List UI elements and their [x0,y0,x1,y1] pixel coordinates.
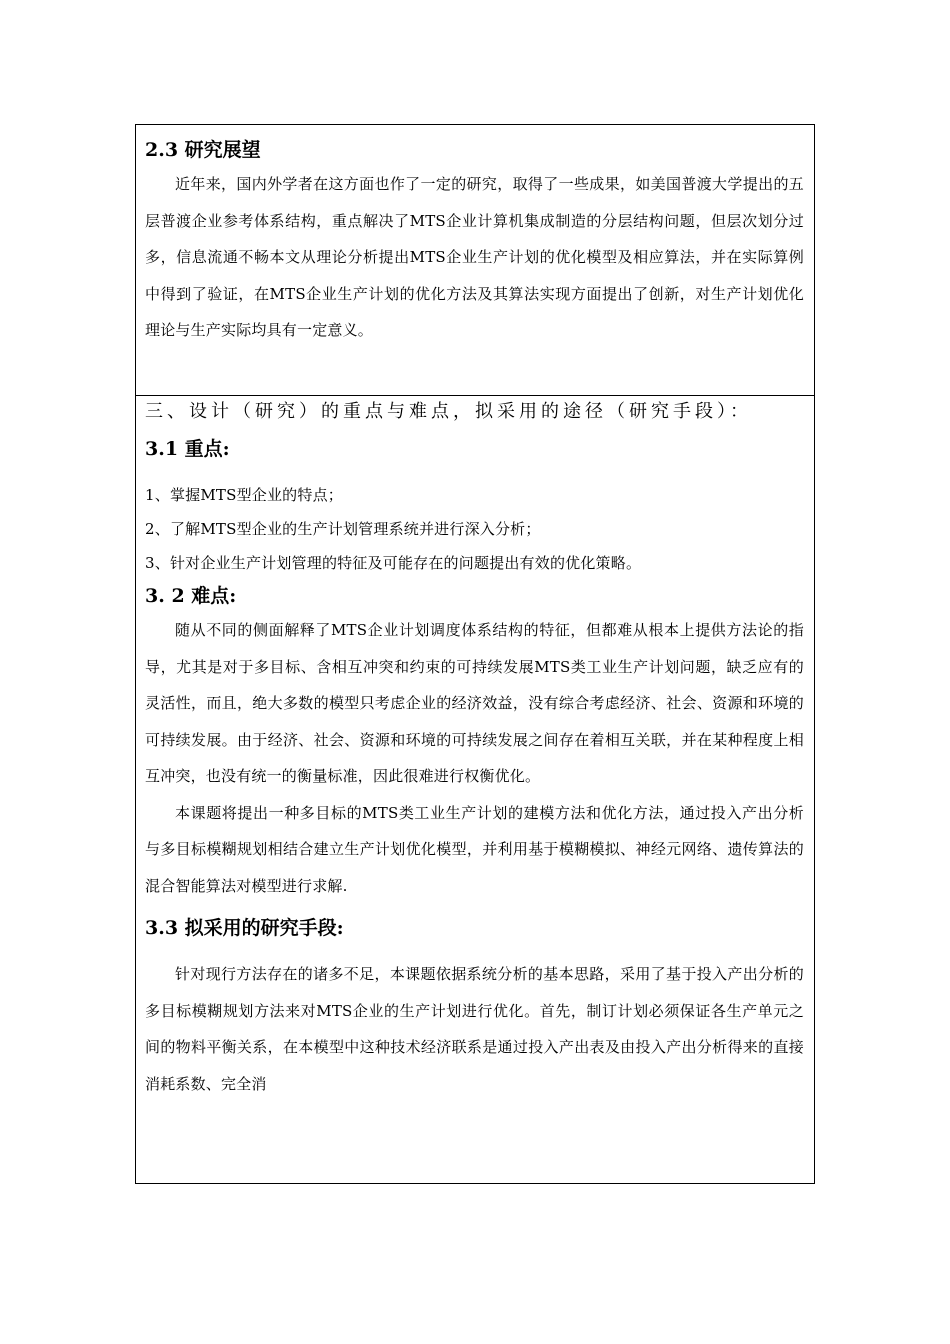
heading-3-2: 3. 2 难点: [145,585,237,607]
key-points-list [145,478,804,580]
paragraph-3-2-a: 随从不同的侧面解释了MTS企业计划调度体系结构的特征，但都难从根本上提供方法论的指导，尤其是对于多目标、含相互冲突和约束的可持续发展MTS类工业生产计划问题，缺乏应有的灵活性，而且，绝大多数的模型只考虑企业的经济效益，没有综合考虑经济、社会、资源和环境的可持续发展。由于经济、社会、资源和环境的可持续发展之间存在着相互关联，并在某种程度上相互冲突，也没有统一的衡量标准，因此很难进行权衡优化。 [145,621,804,785]
paragraph-2-3: 近年来，国内外学者在这方面也作了一定的研究，取得了一些成果，如美国普渡大学提出的五层普渡企业参考体系结构，重点解决了MTS企业计算机集成制造的分层结构问题，但层次划分过多，信息流通不畅本文从理论分析提出MTS企业生产计划的优化模型及相应算法，并在实际算例中得到了验证，在MTS企业生产计划的优化方法及其算法实现方面提出了创新，对生产计划优化理论与生产实际均具有一定意义。 [145,175,804,339]
heading-2-3: 2.3 研究展望 [145,139,261,161]
list-item: 3、针对企业生产计划管理的特征及可能存在的问题提出有效的优化策略。 [145,554,642,572]
heading-3-3: 3.3 拟采用的研究手段: [145,917,344,939]
list-item: 1、掌握MTS型企业的特点； [145,486,343,504]
heading-3-1: 3.1 重点: [145,438,230,460]
section-2-3-box [135,124,815,396]
section-3-box [135,395,815,1184]
list-item: 2、了解MTS型企业的生产计划管理系统并进行深入分析； [145,520,541,538]
paragraph-3-2-b: 本课题将提出一种多目标的MTS类工业生产计划的建模方法和优化方法，通过投入产出分析与多目标模糊规划相结合建立生产计划优化模型，并利用基于模糊模拟、神经元网络、遗传算法的混合智能算法对模型进行求解. [145,803,804,895]
paragraph-3-3: 针对现行方法存在的诸多不足，本课题依据系统分析的基本思路，采用了基于投入产出分析的多目标模糊规划方法来对MTS企业的生产计划进行优化。首先，制订计划必须保证各生产单元之间的物料平衡关系，在本模型中这种技术经济联系是通过投入产出表及由投入产出分析得来的直接消耗系数、完全消 [145,965,804,1093]
section-3-title: 三、设计（研究）的重点与难点，拟采用的途径（研究手段）： [145,401,752,422]
